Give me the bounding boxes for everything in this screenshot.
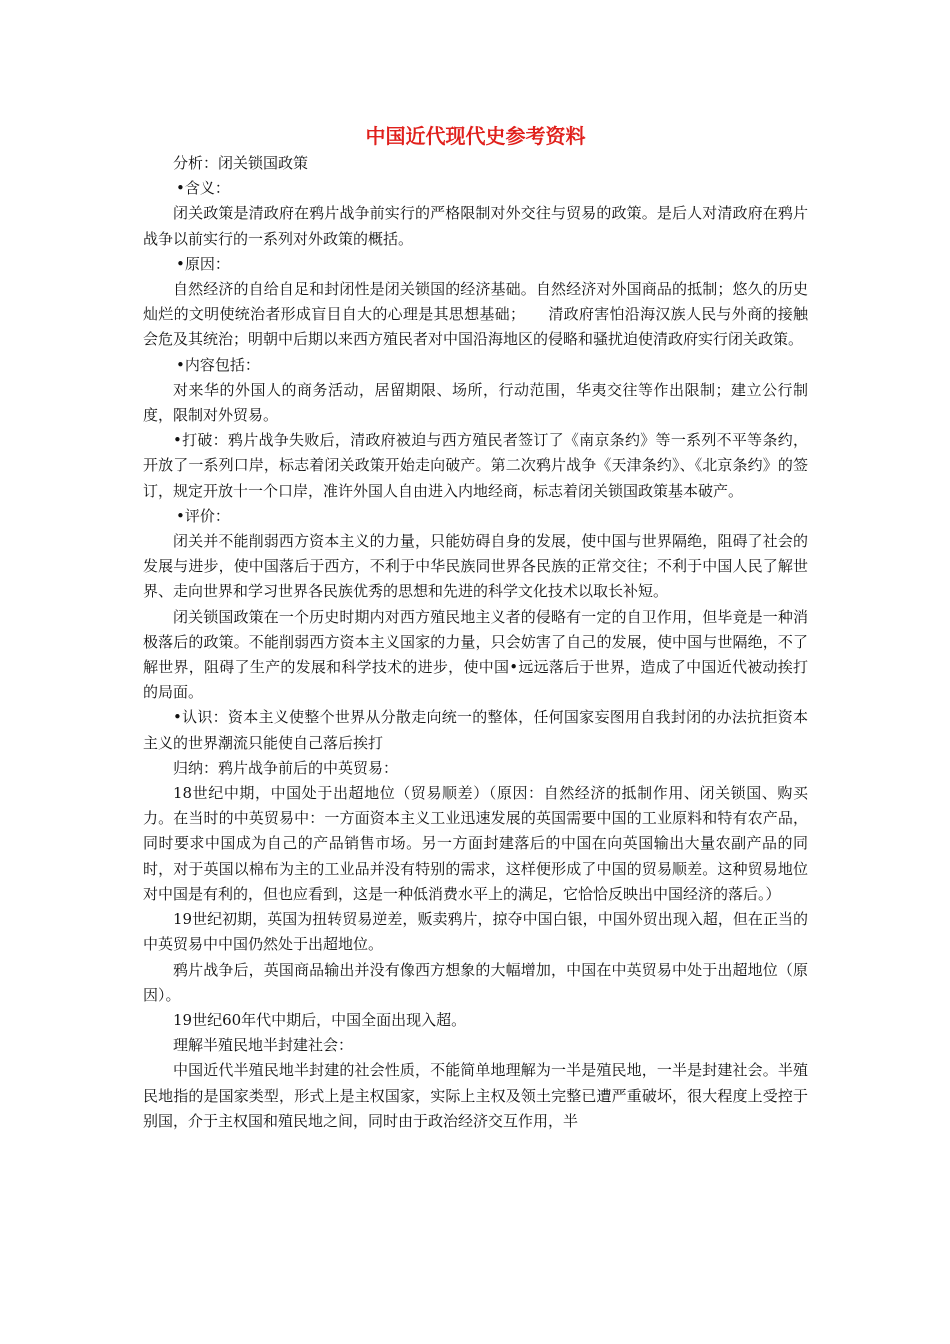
bullet-meaning: •含义： <box>176 179 230 198</box>
paragraph-trade-3: 鸦片战争后，英国商品输出并没有像西方想象的大幅增加，中国在中英贸易中处于出超地位（原因）。 <box>143 960 808 1004</box>
section-heading-society: 理解半殖民地半封建社会： <box>173 1036 354 1055</box>
paragraph-meaning: 闭关政策是清政府在鸦片战争前实行的严格限制对外交往与贸易的政策。是后人对清政府在鸦片战争以前实行的一系列对外政策的概括。 <box>143 204 808 248</box>
paragraph-trade-4: 19世纪60年代中期后，中国全面出现入超。 <box>173 1010 467 1029</box>
document-title: 中国近代现代史参考资料 <box>365 124 586 148</box>
paragraph-insight: •认识：资本主义使整个世界从分散走向统一的整体，任何国家妄图用自我封闭的办法抗拒资本主义的世界潮流只能使自己落后挨打 <box>143 708 808 752</box>
paragraph-trade-1: 18世纪中期，中国处于出超地位（贸易顺差）（原因：自然经济的抵制作用、闭关锁国、购买力。在当时的中英贸易中：一方面资本主义工业迅速发展的英国需要中国的工业原料和特有农产品，同时要求中国成为自己的产品销售市场。另一方面封建落后的中国在向英国输出大量农副产品的同时，对于英国以棉布为主的工业品并没有特别的需求，这样便形成了中国的贸易顺差。这种贸易地位对中国是有利的，但也应看到，这是一种低消费水平上的满足，它恰恰反映出中国经济的落后。） <box>143 784 808 903</box>
section-heading-trade: 归纳：鸦片战争前后的中英贸易： <box>173 758 399 777</box>
paragraph-reason: 自然经济的自给自足和封闭性是闭关锁国的经济基础。自然经济对外国商品的抵制；悠久的历史灿烂的文明使统治者形成盲目自大的心理是其思想基础； 清政府害怕沿海汉族人民与外商的接触会危及其统治；明朝中后期以来西方殖民者对中国沿海地区的侵略和骚扰迫使清政府实行闭关政策。 <box>143 280 808 349</box>
section-heading-analysis: 分析：闭关锁国政策 <box>173 154 309 172</box>
bullet-content: •内容包括： <box>176 355 260 374</box>
paragraph-content: 对来华的外国人的商务活动，居留期限、场所，行动范围，华夷交往等作出限制；建立公行制度，限制对外贸易。 <box>143 380 808 425</box>
paragraph-break: •打破：鸦片战争失败后，清政府被迫与西方殖民者签订了《南京条约》等一系列不平等条约，开放了一系列口岸，标志着闭关政策开始走向破产。第二次鸦片战争《天津条约》、《北京条约》的签订，规定开放十一个口岸，准许外国人自由进入内地经商，标志着闭关锁国政策基本破产。 <box>143 431 808 500</box>
paragraph-evaluation-2: 闭关锁国政策在一个历史时期内对西方殖民地主义者的侵略有一定的自卫作用，但毕竟是一种消极落后的政策。不能削弱西方资本主义国家的力量，只会妨害了自己的发展，使中国与世隔绝，不了解世界，阻碍了生产的发展和科学技术的进步，使中国•远远落后于世界，造成了中国近代被动挨打的局面。 <box>143 607 808 702</box>
paragraph-evaluation-1: 闭关并不能削弱西方资本主义的力量，只能妨碍自身的发展，使中国与世界隔绝，阻碍了社会的发展与进步，使中国落后于西方，不利于中华民族同世界各民族的正常交往；不利于中国人民了解世界、走向世界和学习世界各民族优秀的思想和先进的科学文化技术以取长补短。 <box>143 532 808 601</box>
bullet-evaluation: •评价： <box>176 506 230 525</box>
paragraph-trade-2: 19世纪初期，英国为扭转贸易逆差，贩卖鸦片，掠夺中国白银，中国外贸出现入超，但在正当的中英贸易中中国仍然处于出超地位。 <box>143 910 808 954</box>
paragraph-society: 中国近代半殖民地半封建的社会性质，不能简单地理解为一半是殖民地，一半是封建社会。半殖民地指的是国家类型，形式上是主权国家，实际上主权及领土完整已遭严重破坏，很大程度上受控于别国，介于主权国和殖民地之间，同时由于政治经济交互作用，半 <box>143 1061 808 1130</box>
bullet-reason: •原因： <box>176 254 230 273</box>
document-page <box>143 121 808 1134</box>
